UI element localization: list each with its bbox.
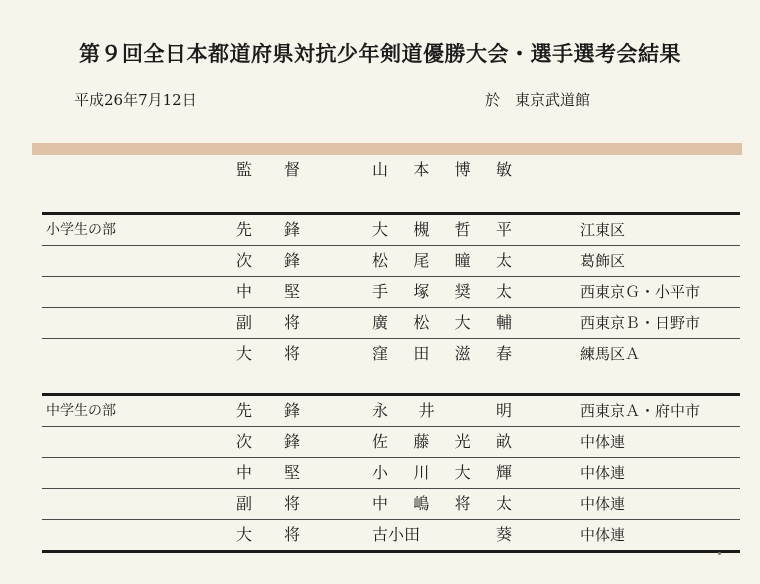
affiliation: 江東区 (580, 221, 626, 239)
affiliation: 中体連 (580, 433, 626, 451)
division-label: 中学生の部 (46, 403, 116, 419)
table-row (42, 246, 740, 277)
role-char: 将 (283, 494, 300, 513)
name-char: 塚 (413, 282, 430, 301)
affiliation: 中体連 (580, 464, 626, 482)
name-char: 田 (413, 344, 430, 363)
role-char: 将 (283, 525, 300, 544)
position-cell (236, 396, 300, 426)
name-char: 中 (372, 494, 389, 513)
player-name (372, 246, 512, 276)
role-char: 大 (236, 344, 253, 363)
page-title: 第９回全日本都道府県対抗少年剣道優勝大会・選手選考会結果 (79, 42, 681, 66)
name-char: 輝 (495, 463, 512, 482)
role-char: 先 (236, 220, 253, 239)
name-char: 葵 (495, 525, 512, 544)
name-char: 太 (495, 251, 512, 270)
table-row (42, 396, 740, 427)
name-char: 松 (372, 251, 389, 270)
position-cell (236, 458, 300, 488)
name-char: 大 (372, 220, 389, 239)
position-cell (236, 215, 300, 245)
elementary-section (42, 212, 740, 369)
event-venue: 於 東京武道館 (485, 91, 591, 109)
role-char: 副 (236, 494, 253, 513)
name-char: 窪 (372, 344, 389, 363)
scan-speck (718, 552, 721, 555)
table-row (42, 215, 740, 246)
name-char: 山 (372, 160, 389, 179)
position-cell (236, 339, 300, 369)
name-char: 博 (454, 160, 471, 179)
supervisor-row (0, 157, 760, 183)
affiliation: 葛飾区 (580, 252, 626, 270)
name-char: 松 (413, 313, 430, 332)
role-char: 鋒 (283, 220, 300, 239)
player-name (372, 489, 512, 519)
player-name (372, 427, 512, 457)
table-row (42, 308, 740, 339)
role-char: 将 (283, 313, 300, 332)
position-cell (236, 308, 300, 338)
role-char: 鋒 (283, 401, 300, 420)
affiliation: 西東京Ｇ・小平市 (580, 283, 701, 301)
position-cell (236, 246, 300, 276)
name-char: 藤 (413, 432, 430, 451)
event-date: 平成26年7月12日 (74, 91, 197, 109)
player-name (372, 277, 512, 307)
name-char: 嶋 (413, 494, 430, 513)
role-char: 堅 (283, 282, 300, 301)
role-char: 大 (236, 525, 253, 544)
affiliation: 中体連 (580, 495, 626, 513)
name-char: 川 (413, 463, 430, 482)
role-char: 堅 (283, 463, 300, 482)
affiliation: 中体連 (580, 526, 626, 544)
role-char: 監 (236, 160, 253, 179)
name-char: 佐 (372, 432, 389, 451)
table-row (42, 520, 740, 550)
name-char: 輔 (495, 313, 512, 332)
name-char: 哲 (454, 220, 471, 239)
division-label: 小学生の部 (46, 222, 116, 238)
name-char: 太 (495, 282, 512, 301)
name-char: 永 (372, 401, 389, 420)
table-row (42, 489, 740, 520)
player-name (372, 215, 512, 245)
player-name (372, 396, 512, 426)
name-char: 大 (454, 313, 471, 332)
name-char: 光 (454, 432, 471, 451)
name-char: 奨 (454, 282, 471, 301)
affiliation: 西東京Ｂ・日野市 (580, 314, 701, 332)
table-row (42, 458, 740, 489)
name-char: 大 (454, 463, 471, 482)
name-char: 畝 (495, 432, 512, 451)
affiliation: 練馬区Ａ (580, 345, 641, 363)
name-char: 廣 (372, 313, 389, 332)
player-name (372, 520, 512, 550)
name-char: 明 (495, 401, 512, 420)
name-char: 尾 (413, 251, 430, 270)
name-char: 将 (454, 494, 471, 513)
role-char: 督 (283, 160, 300, 179)
name-char: 平 (495, 220, 512, 239)
header-band (32, 143, 742, 155)
name-char: 手 (372, 282, 389, 301)
role-char: 次 (236, 251, 253, 270)
name-char: 太 (495, 494, 512, 513)
supervisor-role (236, 157, 300, 180)
player-name (372, 458, 512, 488)
name-char: 井 (418, 401, 435, 420)
table-row (42, 277, 740, 308)
player-name (372, 308, 512, 338)
name-char: 小 (372, 463, 389, 482)
role-char: 将 (283, 344, 300, 363)
position-cell (236, 489, 300, 519)
role-char: 副 (236, 313, 253, 332)
position-cell (236, 520, 300, 550)
role-char: 次 (236, 432, 253, 451)
role-char: 鋒 (283, 432, 300, 451)
supervisor-name (372, 157, 512, 180)
name-char: 本 (413, 160, 430, 179)
role-char: 中 (236, 463, 253, 482)
name-char: 滋 (454, 344, 471, 363)
name-char: 瞳 (454, 251, 471, 270)
junior-high-section (42, 393, 740, 553)
position-cell (236, 427, 300, 457)
table-row (42, 339, 740, 369)
role-char: 中 (236, 282, 253, 301)
table-row (42, 427, 740, 458)
affiliation: 西東京Ａ・府中市 (580, 402, 701, 420)
name-char: 敏 (495, 160, 512, 179)
position-cell (236, 277, 300, 307)
role-char: 先 (236, 401, 253, 420)
player-name (372, 339, 512, 369)
name-char: 槻 (413, 220, 430, 239)
name-char: 春 (495, 344, 512, 363)
name-char: 古小田 (372, 525, 421, 544)
role-char: 鋒 (283, 251, 300, 270)
